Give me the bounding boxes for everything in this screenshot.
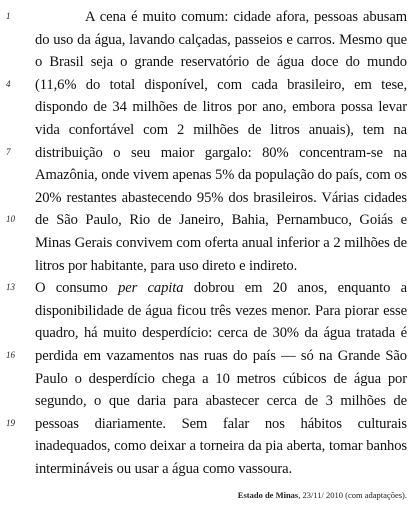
article-paragraph-1: [35, 6, 407, 277]
source-details: , 23/11/ 2010 (com adaptações).: [298, 490, 407, 500]
line-number: 13: [6, 282, 15, 292]
source-publication: Estado de Minas: [237, 490, 299, 500]
line-number: 16: [6, 350, 15, 360]
line-number: 7: [6, 147, 11, 157]
article-paragraph-2: [35, 277, 407, 480]
paragraph-2-rest: dobrou em 20 anos, enquanto a disponibilidade de água ficou três vezes menor. Para piorar esse quadro, há muito desperdício: cerca de 30% da água tratada é perdida em vazamentos nas ruas do país — só na Grande São Paulo o desperdício chega a 10 metros cúbicos de água por segundo, o que daria para abastecer cerca de 3 milhões de pessoas diariamente. Sem falar nos hábitos culturais inadequados, como deixar a torneira da pia aberta, tomar banhos intermináveis ou usar a água como vassoura.: [35, 280, 407, 477]
paragraph-1-text: A cena é muito comum: cidade afora, pessoas abusam do uso da água, lavando calçadas, passeios e carros. Mesmo que o Brasil seja o grande reservatório de água doce do mundo (11,6% do total disponível, com cada brasileiro, em tese, dispondo de 34 milhões de litros por ano, embora possa levar vida confortável com 2 milhões de litros anuais), tem na distribuição o seu maior gargalo: 80% concentram-se na Amazônia, onde vivem apenas 5% da população do país, com os 20% restantes abastecendo 95% dos brasileiros. Várias cidades de São Paulo, Rio de Janeiro, Bahia, Pernambuco, Goiás e Minas Gerais convivem com oferta anual inferior a 2 milhões de litros por habitante, para uso direto e indireto.: [35, 9, 407, 274]
line-number: 1: [6, 11, 11, 21]
source-citation: [238, 490, 407, 500]
line-number: 4: [6, 79, 11, 89]
article-text: [35, 6, 407, 480]
paragraph-2-start: O consumo: [35, 280, 119, 297]
line-number: 19: [6, 418, 15, 428]
per-capita-term: per capita: [118, 280, 184, 297]
line-number: 10: [6, 214, 15, 224]
